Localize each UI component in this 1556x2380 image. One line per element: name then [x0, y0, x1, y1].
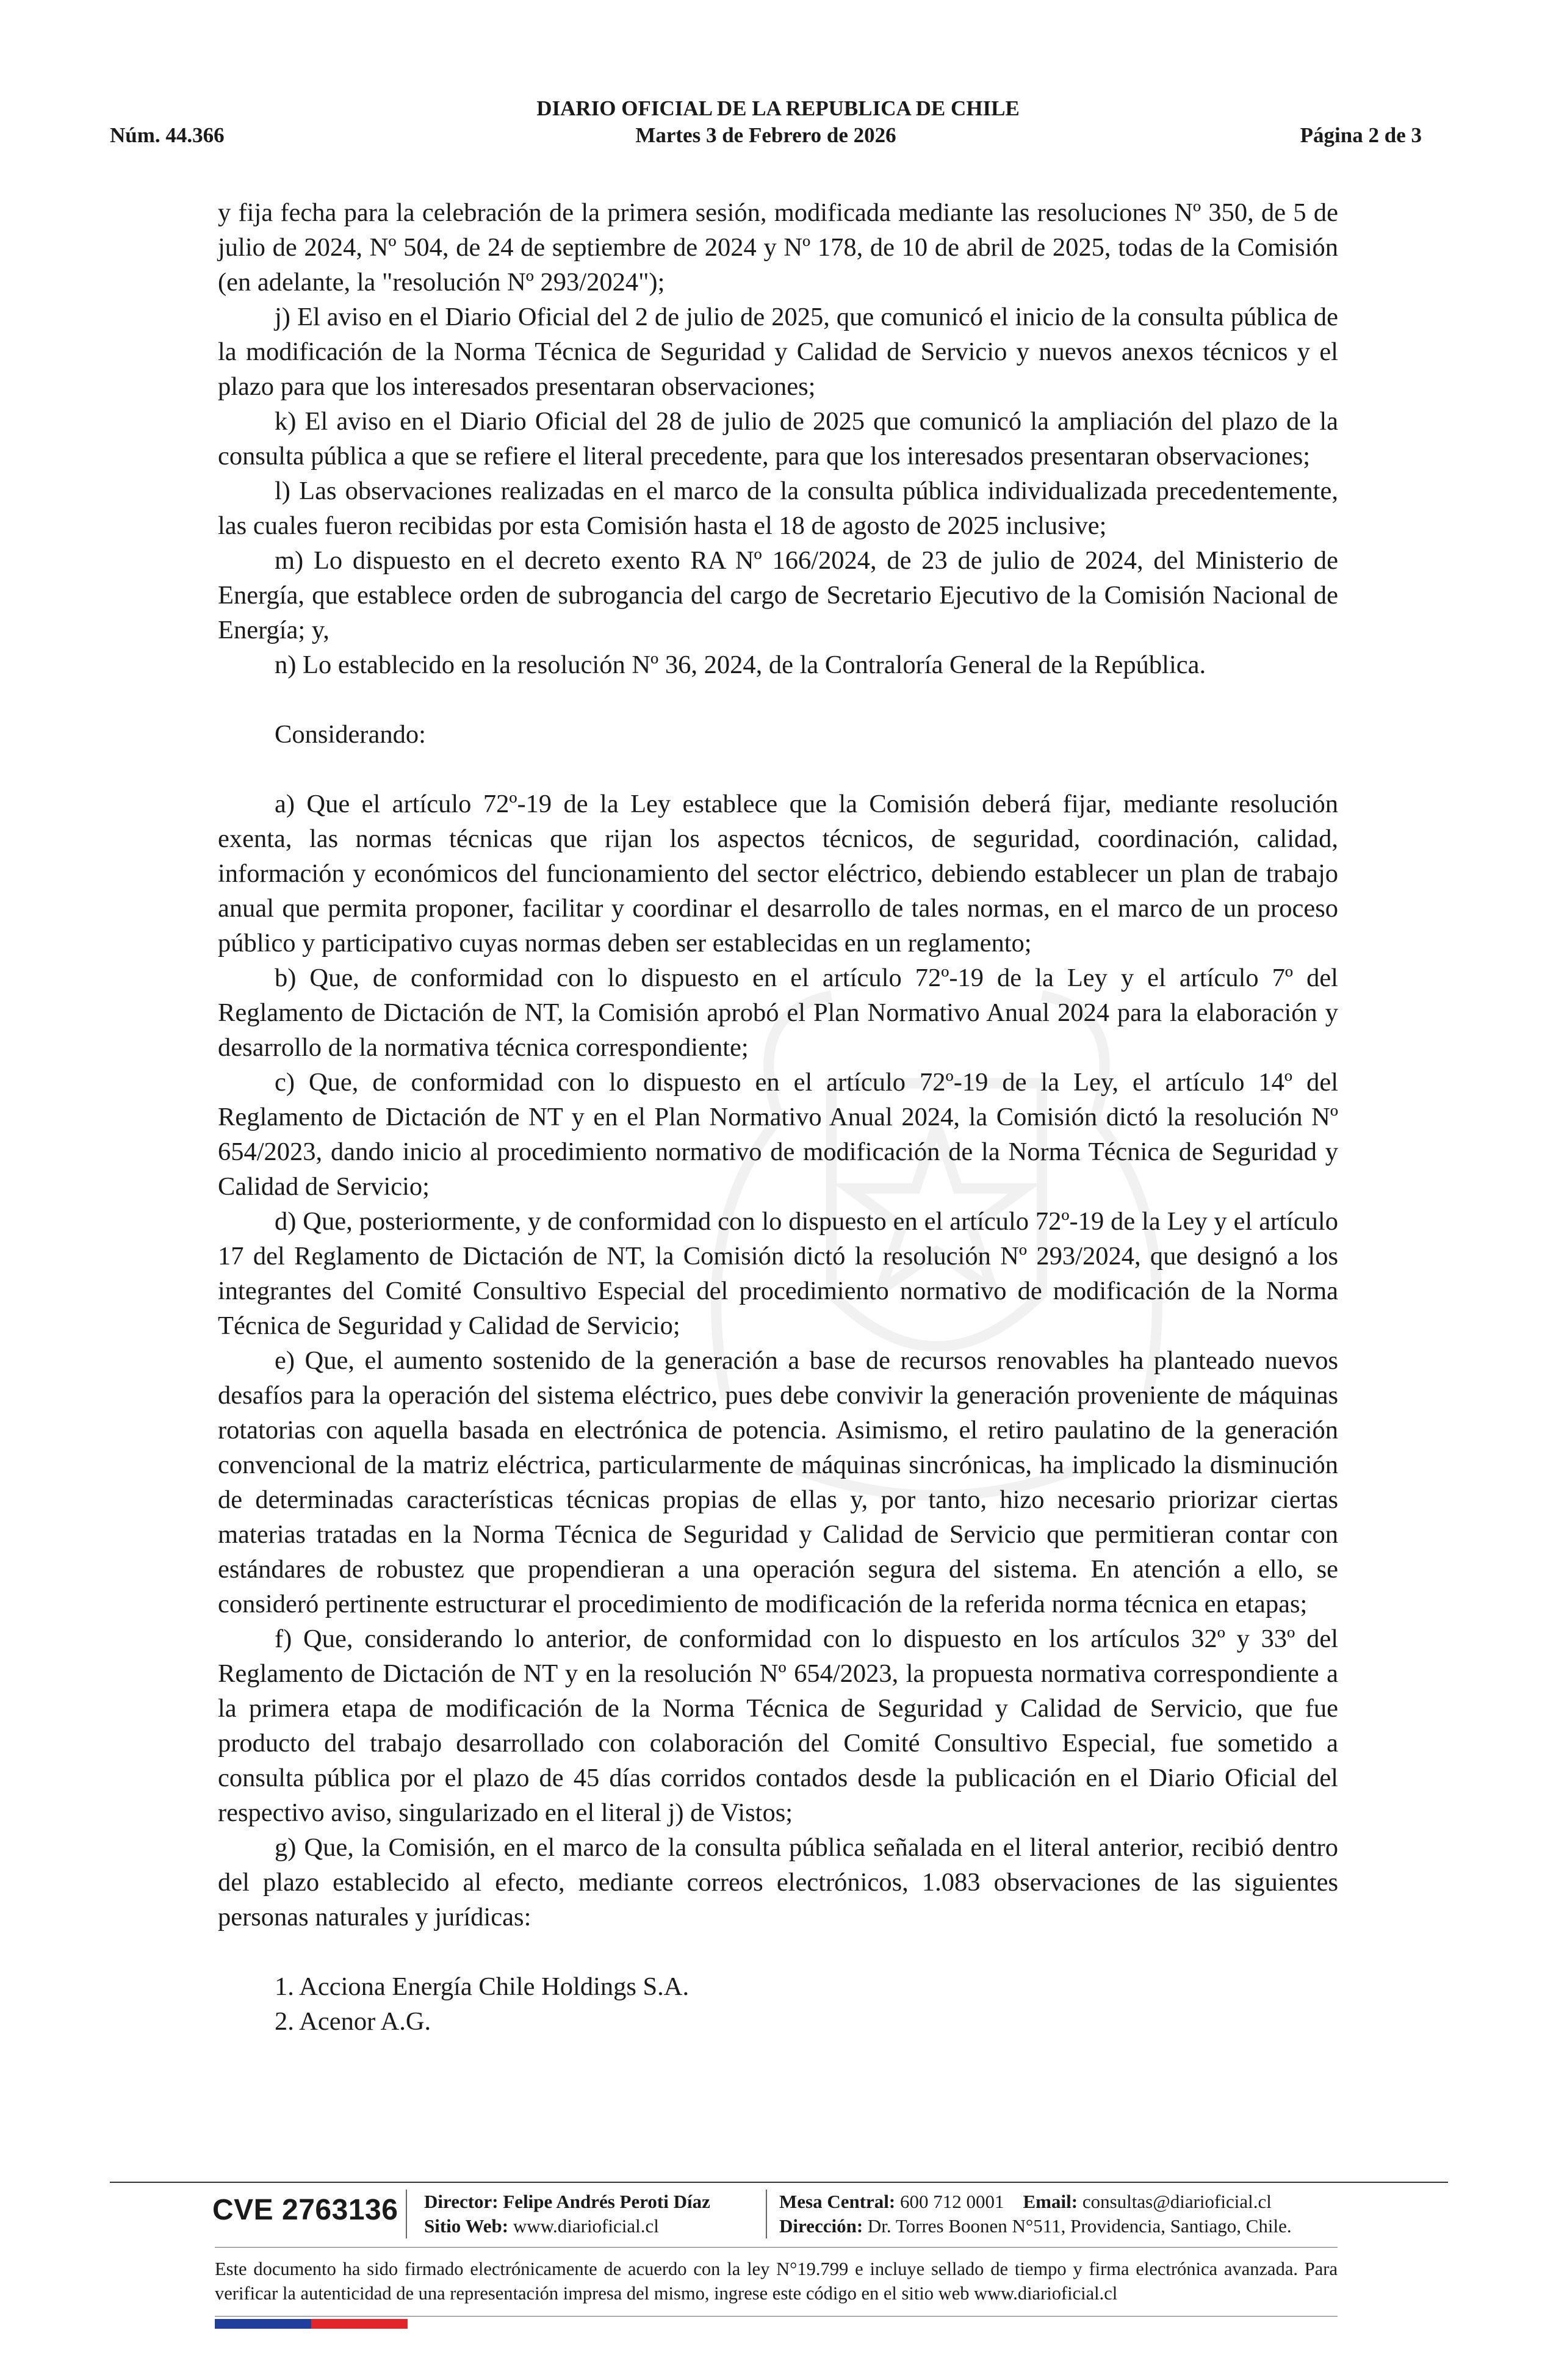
footer-rule	[215, 2247, 1338, 2248]
footer-contact-block	[779, 2190, 1292, 2238]
footer-divider	[766, 2190, 767, 2238]
considerando-e: e) Que, el aumento sostenido de la generación a base de recursos renovables ha planteado nuevos desafíos para la operación del sistema eléctrico, pues debe convivir la generación proveniente de máquinas rotatorias con aquella basada en electrónica de potencia. Asimismo, el retiro paulatino de la generación convencional de la matriz eléctrica, particularmente de máquinas sincrónicas, ha implicado la disminución de determinadas características técnicas propias de ellas y, por tanto, hizo necesario priorizar ciertas materias tratadas en la Norma Técnica de Seguridad y Calidad de Servicio que permitieran contar con estándares de robustez que propendieran a una operación segura del sistema. En atención a ello, se consideró pertinente estructurar el procedimiento de modificación de la referida norma técnica en etapas;	[218, 1346, 1338, 1618]
paragraph-j: j) El aviso en el Diario Oficial del 2 de julio de 2025, que comunicó el inicio de la consulta pública de la modificación de la Norma Técnica de Seguridad y Calidad de Servicio y nuevos anexos técnicos y el plazo para que los interesados presentaran observaciones;	[218, 303, 1338, 401]
phone-value: 600 712 0001	[900, 2191, 1004, 2212]
director-name: Felipe Andrés Peroti Díaz	[503, 2191, 710, 2212]
list-item: 1. Acciona Energía Chile Holdings S.A.	[275, 1972, 690, 2001]
address-value: Dr. Torres Boonen N°511, Providencia, Santiago, Chile.	[867, 2215, 1292, 2237]
footer-divider	[406, 2190, 407, 2238]
cve-code: CVE 2763136	[212, 2194, 398, 2226]
web-link[interactable]: www.diarioficial.cl	[513, 2215, 659, 2237]
gazette-title: DIARIO OFICIAL DE LA REPUBLICA DE CHILE	[536, 96, 1020, 120]
considerando-f: f) Que, considerando lo anterior, de conformidad con lo dispuesto en los artículos 32º y 33º del Reglamento de Dictación de NT y en la resolución Nº 654/2023, la propuesta normativa correspondiente a la primera etapa de modificación de la Norma Técnica de Seguridad y Calidad de Servicio, que fue producto del trabajo desarrollado con colaboración del Comité Consultivo Especial, fue sometido a consulta pública por el plazo de 45 días corridos contados desde la publicación en el Diario Oficial del respectivo aviso, singularizado en el literal j) de Vistos;	[218, 1625, 1338, 1827]
paragraph-i-continuation: y fija fecha para la celebración de la primera sesión, modificada mediante las resoluciones Nº 350, de 5 de julio de 2024, Nº 504, de 24 de septiembre de 2024 y Nº 178, de 10 de abril de 2025, todas de la Comisión (en adelante, la "resolución Nº 293/2024");	[218, 198, 1338, 297]
footer-top-rule	[110, 2182, 1448, 2183]
web-label: Sitio Web:	[424, 2215, 509, 2237]
considerando-d: d) Que, posteriormente, y de conformidad con lo dispuesto en el artículo 72º-19 de la Ley y el artículo 17 del Reglamento de Dictación de NT, la Comisión dictó la resolución Nº 293/2024, que designó a los integrantes del Comité Consultivo Especial del procedimiento normativo de modificación de la Norma Técnica de Seguridad y Calidad de Servicio;	[218, 1207, 1338, 1340]
issue-date: Martes 3 de Febrero de 2026	[635, 123, 896, 147]
paragraph-k: k) El aviso en el Diario Oficial del 28 de julio de 2025 que comunicó la ampliación del plazo de la consulta pública a que se refiere el literal precedente, para que los interesados presentaran observaciones;	[218, 407, 1338, 471]
list-item: 2. Acenor A.G.	[275, 2007, 431, 2036]
email-link[interactable]: consultas@diarioficial.cl	[1082, 2191, 1272, 2212]
considerando-c: c) Que, de conformidad con lo dispuesto en el artículo 72º-19 de la Ley, el artículo 14º del Reglamento de Dictación de NT y en el Plan Normativo Anual 2024, la Comisión dictó la resolución Nº 654/2023, dando inicio al procedimiento normativo de modificación de la Norma Técnica de Seguridad y Calidad de Servicio;	[218, 1068, 1338, 1201]
paragraph-l: l) Las observaciones realizadas en el marco de la consulta pública individualizada precedentemente, las cuales fueron recibidas por esta Comisión hasta el 18 de agosto de 2025 inclusive;	[218, 477, 1338, 540]
considerando-b: b) Que, de conformidad con lo dispuesto en el artículo 72º-19 de la Ley y el artículo 7º del Reglamento de Dictación de NT, la Comisión aprobó el Plan Normativo Anual 2024 para la elaboración y desarrollo de la normativa técnica correspondiente;	[218, 964, 1338, 1062]
page-indicator: Página 2 de 3	[1300, 123, 1422, 147]
flag-stripe-blue	[215, 2319, 311, 2329]
issue-number: Núm. 44.366	[110, 123, 225, 147]
considerando-g: g) Que, la Comisión, en el marco de la consulta pública señalada en el literal anterior, recibió dentro del plazo establecido al efecto, mediante correos electrónicos, 1.083 observaciones de las siguientes personas naturales y jurídicas:	[218, 1833, 1338, 1931]
phone-label: Mesa Central:	[779, 2191, 896, 2212]
legal-notice: Este documento ha sido firmado electrónicamente de acuerdo con la ley N°19.799 e incluye sellado de tiempo y firma electrónica avanzada. Para verificar la autenticidad de una representación impresa del mismo, ingrese este código en el sitio web www.diarioficial.cl	[215, 2259, 1338, 2304]
flag-stripe-red	[311, 2319, 408, 2329]
considerando-heading: Considerando:	[275, 720, 426, 749]
document-body	[218, 195, 1338, 2039]
email-label: Email:	[1023, 2191, 1078, 2212]
footer-bottom-rule	[215, 2316, 1338, 2317]
paragraph-n: n) Lo establecido en la resolución Nº 36, 2024, de la Contraloría General de la República.	[275, 651, 1206, 679]
director-label: Director:	[424, 2191, 499, 2212]
address-label: Dirección:	[779, 2215, 863, 2237]
paragraph-m: m) Lo dispuesto en el decreto exento RA Nº 166/2024, de 23 de julio de 2024, del Ministerio de Energía, que establece orden de subrogancia del cargo de Secretario Ejecutivo de la Comisión Nacional de Energía; y,	[218, 546, 1338, 644]
footer-director-block	[424, 2190, 710, 2238]
considerando-a: a) Que el artículo 72º-19 de la Ley establece que la Comisión deberá fijar, mediante resolución exenta, las normas técnicas que rijan los aspectos técnicos, de seguridad, coordinación, calidad, información y económicos del funcionamiento del sector eléctrico, debiendo establecer un plan de trabajo anual que permita proponer, facilitar y coordinar el desarrollo de tales normas, en el marco de un proceso público y participativo cuyas normas deben ser establecidas en un reglamento;	[218, 790, 1338, 957]
